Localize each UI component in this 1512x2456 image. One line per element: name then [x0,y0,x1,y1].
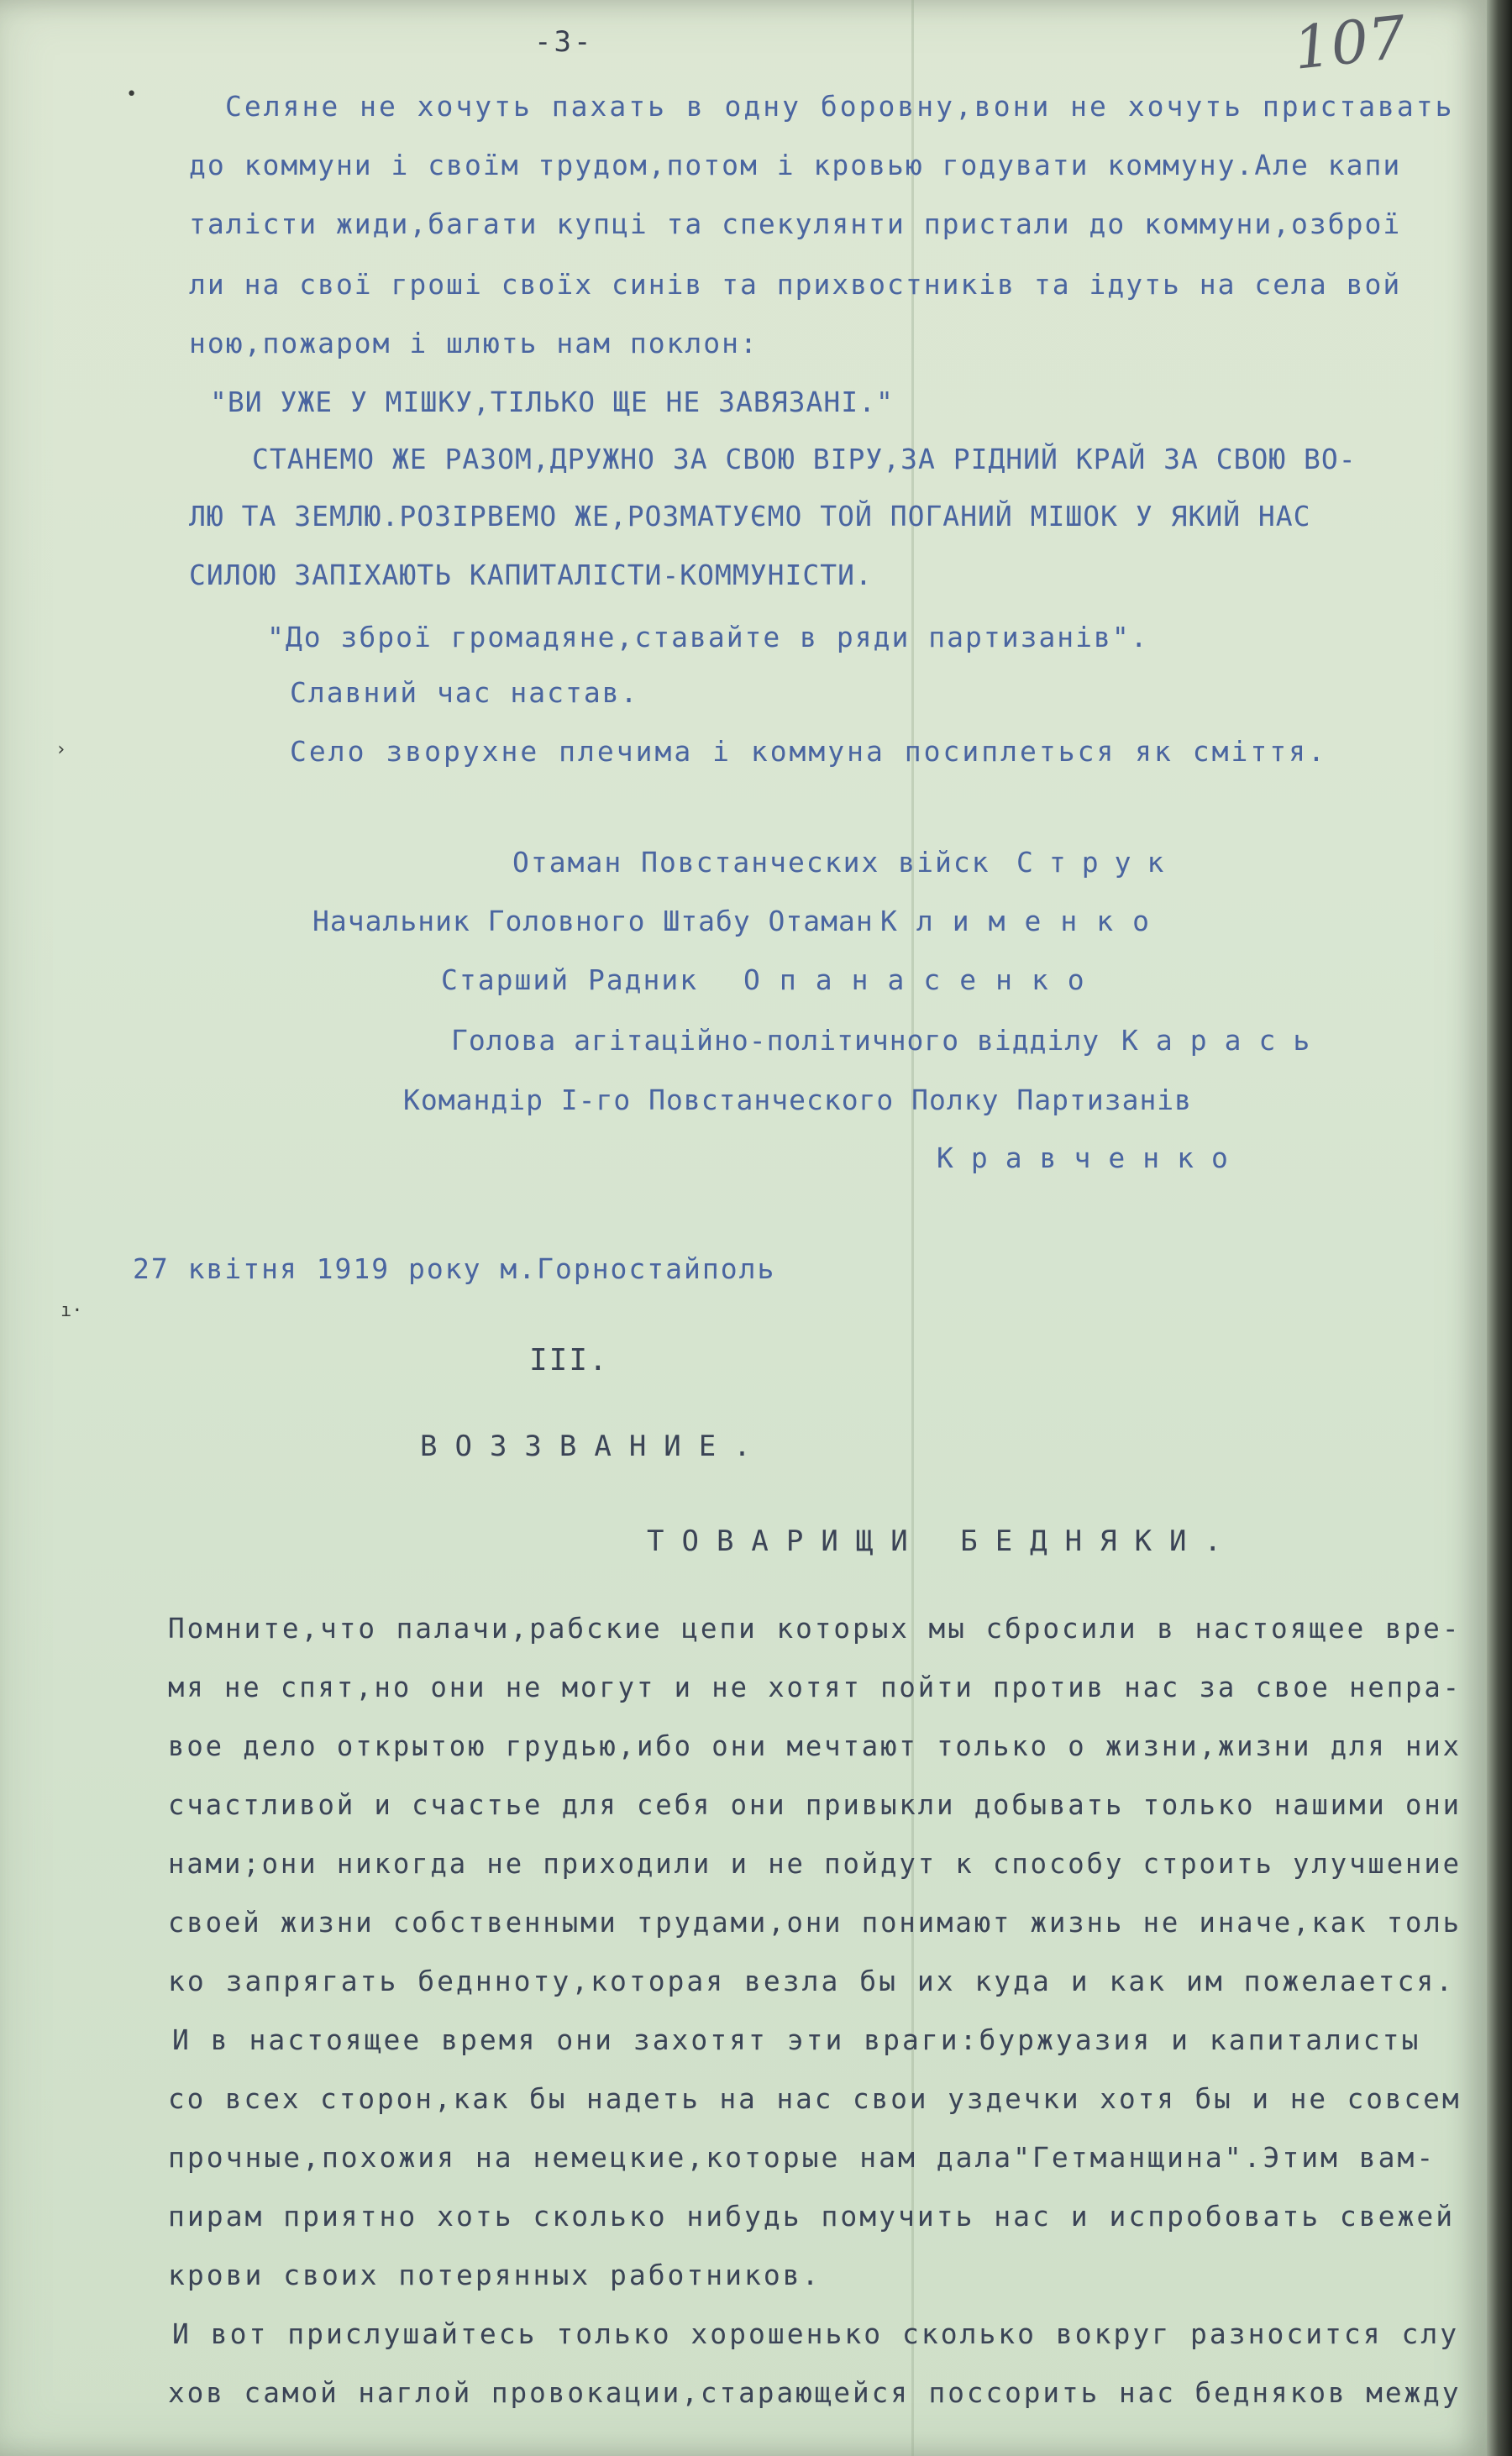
quote-line: "ВИ УЖЕ У МІШКУ,ТІЛЬКО ЩЕ НЕ ЗАВЯЗАНІ." [210,386,894,418]
signature-title: Старший Радник [441,963,699,996]
body-line: счастливой и счастье для себя они привыкли добывать только нашими они [168,1788,1462,1821]
section-number: III. [529,1343,609,1378]
signature-title: Начальник Головного Штабу Отаман [312,905,874,937]
signature-name: Кравченко [937,1141,1246,1174]
body-line: Помните,что палачи,рабские цепи которых мы сбросили в настоящее вре- [168,1612,1462,1645]
signature-title: Отаман Повстанческих війск [512,846,990,879]
body-line: И в настоящее время они захотят эти враги:буржуазия и капиталисты [172,2023,1421,2056]
body-line: крови своих потерянных работников. [168,2259,822,2291]
signature-title: Голова агітаційно-політичного відділу [451,1024,1100,1057]
body-line: И вот прислушайтесь только хорошенько сколько вокруг разносится слу [172,2317,1460,2350]
slogan-line: "До зброї громадяне,ставайте в ряди партизанів". [267,621,1149,653]
body-line: до коммуни і своїм трудом,потом і кровью годувати коммуну.Але капи [189,149,1402,181]
call-line: СИЛОЮ ЗАПІХАЮТЬ КАПИТАЛІСТИ-КОММУНІСТИ. [189,559,873,591]
body-line: нами;они никогда не приходили и не пойдут к способу строить улучшение [168,1847,1462,1880]
signature-name: Клименко [880,905,1168,937]
signature-title: Командір I-го Повстанческого Полку Партизанів [403,1084,1193,1116]
body-line: хов самой наглой провокации,старающейся поссорить нас бедняков между [168,2376,1462,2409]
body-line: прочные,похожия на немецкие,которые нам дала"Гетманщина".Этим вам- [168,2141,1436,2174]
call-line: СТАНЕМО ЖЕ РАЗОМ,ДРУЖНО ЗА СВОЮ ВІРУ,ЗА РІДНИЙ КРАЙ ЗА СВОЮ ВО- [252,443,1357,475]
margin-mark: › [55,739,67,760]
body-line: талісти жиди,багати купці та спекулянти пристали до коммуни,озброї [189,207,1402,240]
body-line: ною,пожаром і шлють нам поклон: [189,327,759,359]
appeal-title: ВОЗЗВАНИЕ. [420,1430,769,1463]
margin-mark: ı· [60,1300,83,1321]
body-line: ко запрягать беднноту,которая везла бы их куда и как им пожелается. [168,1965,1456,1997]
slogan-line: Славний час настав. [290,676,639,709]
body-line: ли на свої гроші своїх синів та прихвостників та ідуть на села вой [189,268,1402,301]
body-line: пирам приятно хоть сколько нибудь помучить нас и испробовать свежей [168,2200,1456,2233]
page-number: -3- [534,25,594,59]
body-line: со всех сторон,как бы надеть на нас свои уздечки хотя бы и не совсем [168,2082,1462,2115]
margin-mark: • [126,84,138,105]
call-line: ЛЮ ТА ЗЕМЛЮ.РОЗІРВЕМО ЖЕ,РОЗМАТУЄМО ТОЙ ПОГАНИЙ МІШОК У ЯКИЙ НАС [189,500,1311,533]
appeal-subtitle: ТОВАРИЩИ БЕДНЯКИ. [647,1525,1239,1558]
signature-name: Карась [1121,1024,1328,1057]
signature-name: Опанасенко [743,963,1104,996]
body-line: вое дело открытою грудью,ибо они мечтают только о жизни,жизни для них [168,1729,1462,1762]
signature-name: Струк [1016,846,1180,879]
page-edge-shadow [1487,0,1512,2456]
archive-folio-number: 107 [1290,3,1410,83]
date-place: 27 квітня 1919 року м.Горностайполь [133,1252,776,1285]
body-line: мя не спят,но они не могут и не хотят пойти против нас за свое непра- [168,1671,1462,1703]
body-line: своей жизни собственными трудами,они понимают жизнь не иначе,как толь [168,1906,1462,1939]
body-line: Селяне не хочуть пахать в одну боровну,вони не хочуть приставать [225,90,1455,123]
slogan-line: Село зворухне плечима і коммуна посиплеться як сміття. [290,735,1327,768]
